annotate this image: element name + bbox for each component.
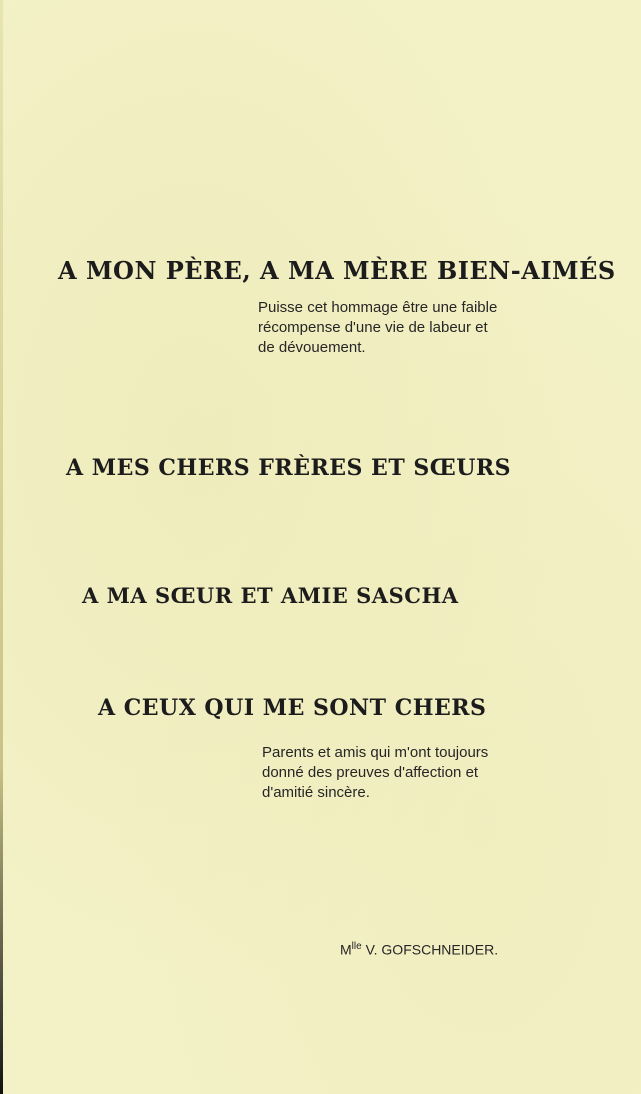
paragraph-line: d'amitié sincère. [262,784,370,801]
paragraph-line: Puisse cet hommage être une faible [258,299,498,316]
paragraph-line: de dévouement. [258,339,366,356]
paragraph-line: récompense d'une vie de labeur et [258,319,488,336]
page-edge-shadow [0,0,3,1094]
dedication-heading-sister: A MA SŒUR ET AMIE SASCHA [82,583,459,608]
dedication-heading-parents: A MON PÈRE, A MA MÈRE BIEN-AIMÉS [58,256,616,285]
dedication-heading-loved-ones: A CEUX QUI ME SONT CHERS [98,695,487,721]
author-signature [340,941,498,958]
signature-name: V. GOFSCHNEIDER. [365,941,499,958]
signature-title-superscript: lle [351,941,362,952]
dedication-heading-siblings: A MES CHERS FRÈRES ET SŒURS [66,455,512,481]
dedication-paragraph-friends [262,743,488,803]
dedication-paragraph-parents [258,298,497,358]
paragraph-line: Parents et amis qui m'ont toujours [262,744,489,761]
paragraph-line: donné des preuves d'affection et [262,764,479,781]
signature-title: M [340,941,352,958]
